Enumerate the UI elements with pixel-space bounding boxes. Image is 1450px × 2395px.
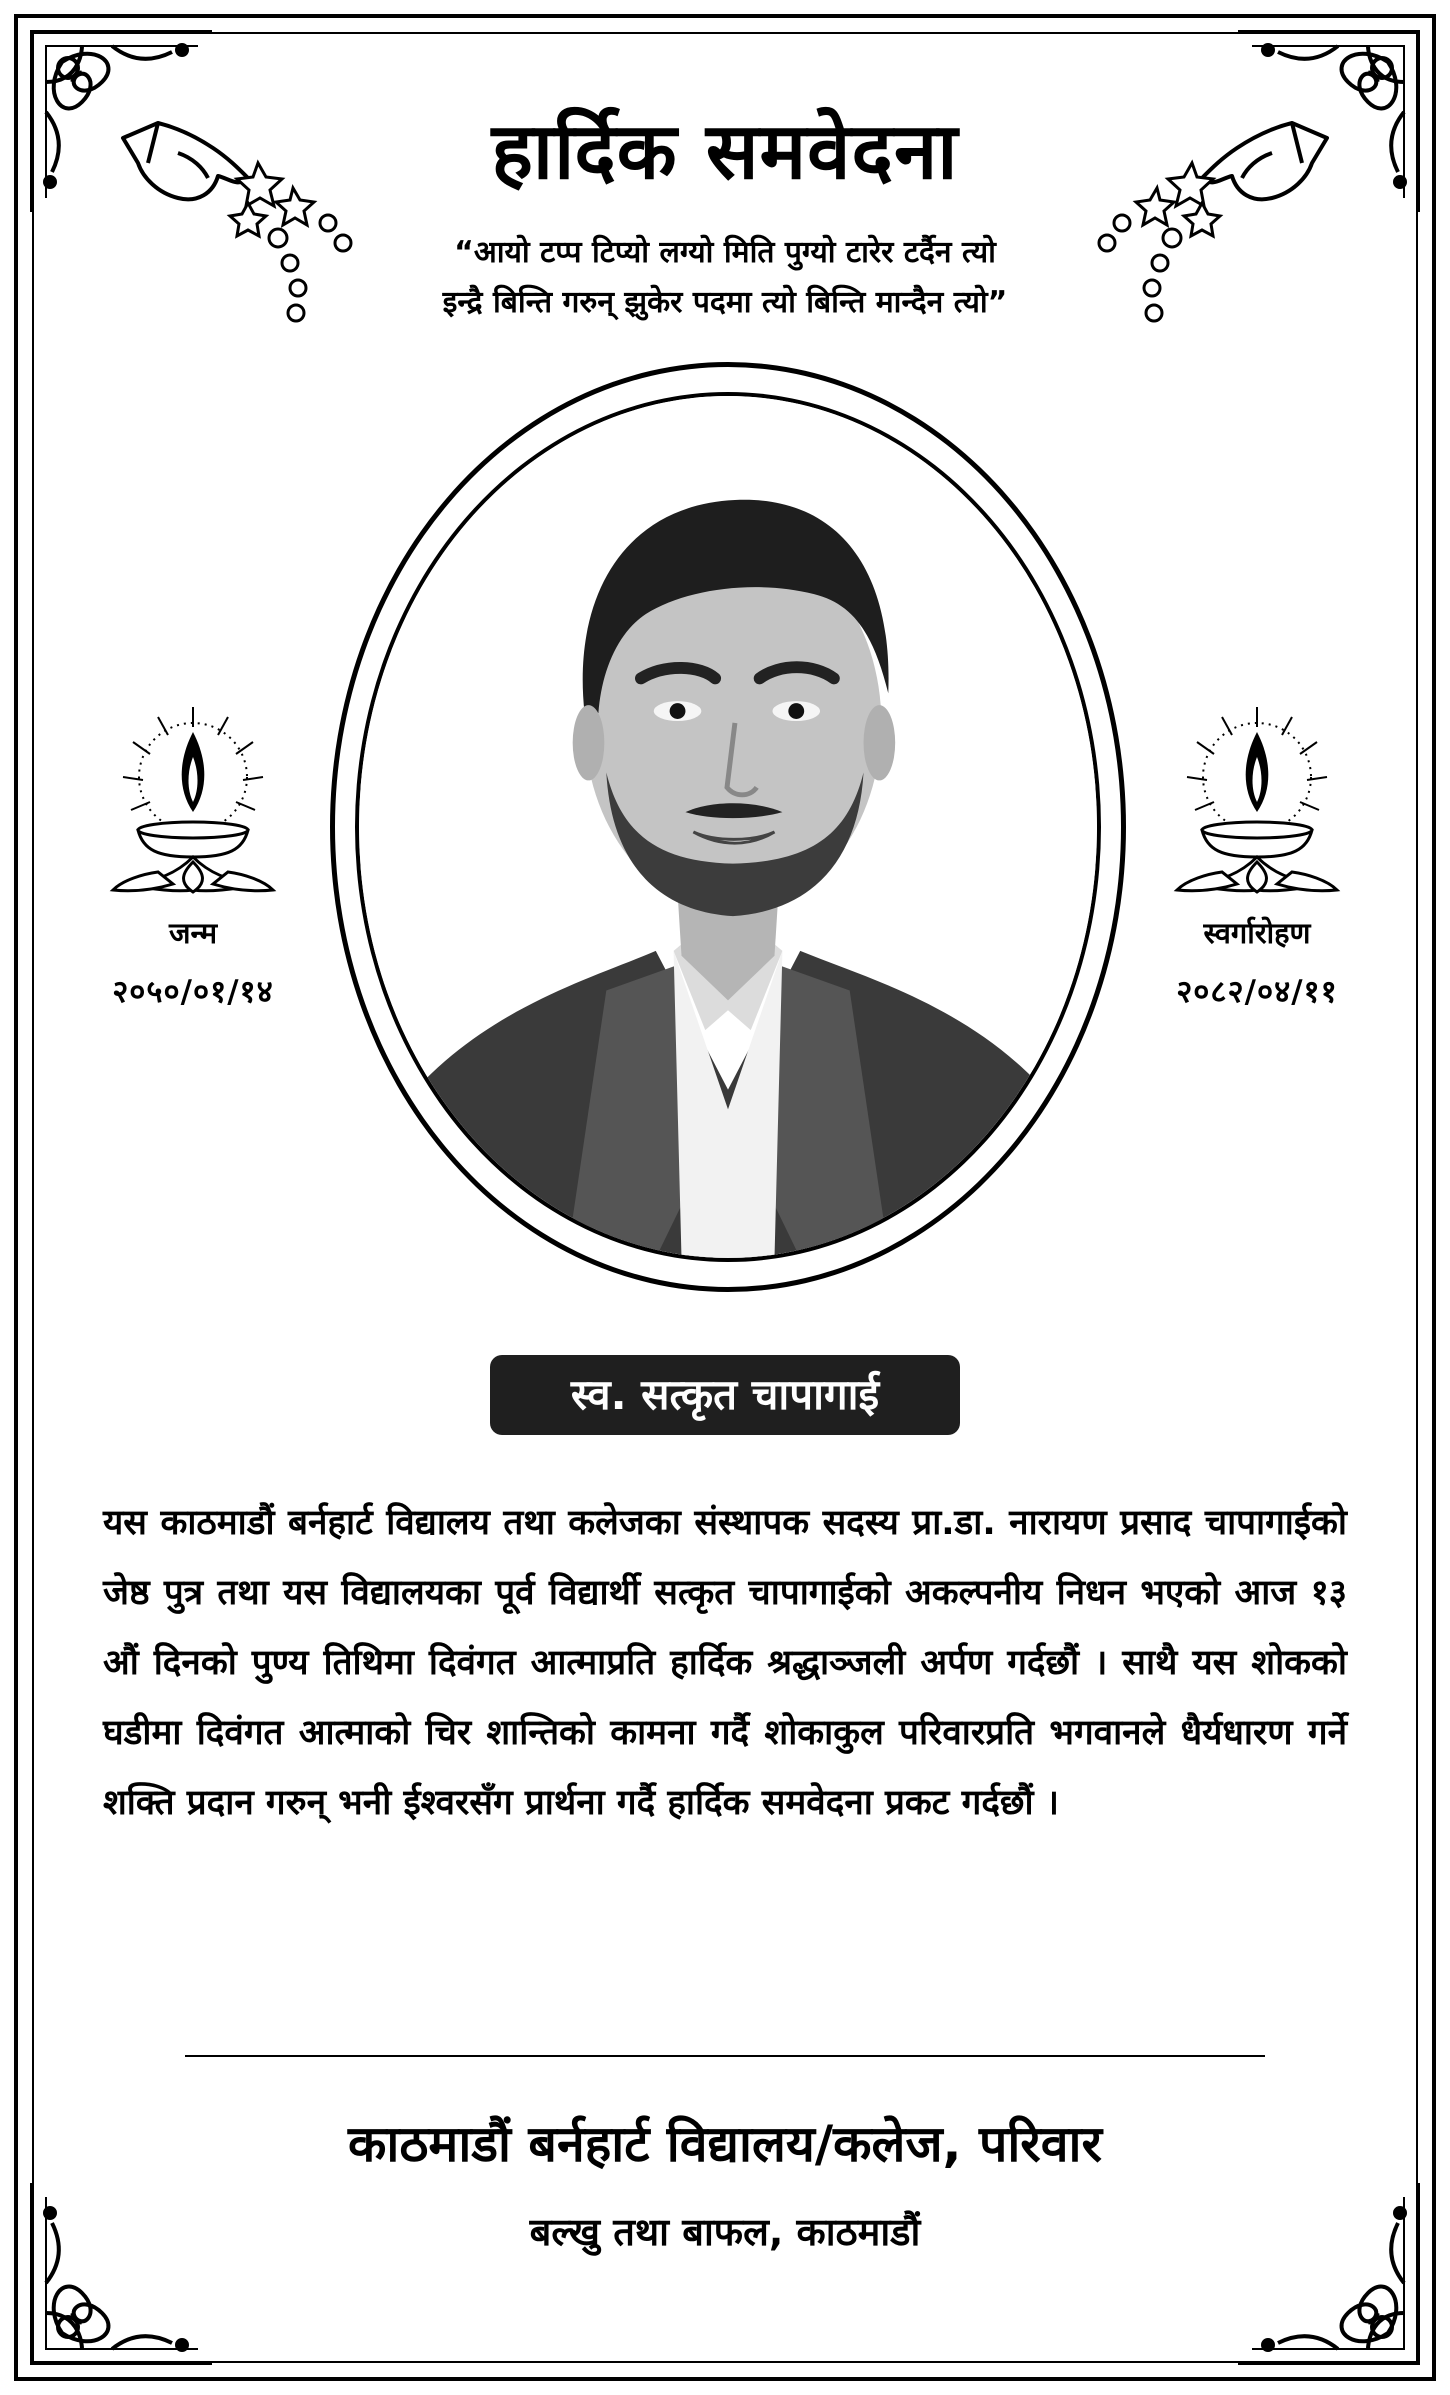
oil-lamp-diyo-icon (1162, 702, 1352, 902)
deceased-name-badge: स्व. सत्कृत चापागाई (490, 1355, 960, 1435)
divider (185, 2055, 1265, 2057)
death-date-block (1127, 913, 1387, 1012)
birth-date: २०५०/०१/१४ (112, 974, 274, 1010)
death-date: २०८२/०४/११ (1176, 974, 1338, 1010)
organization-name: काठमाडौं बर्नहार्ट विद्यालय/कलेज, परिवार (348, 2115, 1102, 2173)
ornamental-corner-icon (1228, 2173, 1428, 2373)
condolence-message: यस काठमाडौं बर्नहार्ट विद्यालय तथा कलेजका संस्थापक सदस्य प्रा.डा. नारायण प्रसाद चापागाईको जेष्ठ पुत्र तथा यस विद्यालयका पूर्व विद्यार्थी सत्कृत चापागाईको अकल्पनीय निधन भएको आज १३ औं दिनको पुण्य तिथिमा दिवंगत आत्माप्रति हार्दिक श्रद्धाञ्जली अर्पण गर्दछौं । साथै यस शोकको घडीमा दिवंगत आत्माको चिर शान्तिको कामना गर्दै शोकाकुल परिवारप्रति भगवानले धैर्यधारण गर्ने शक्ति प्रदान गरुन् भनी ईश्वरसँग प्रार्थना गर्दै हार्दिक समवेदना प्रकट गर्दछौं । (103, 1503, 1347, 1823)
verse-line-1: “आयो टप्प टिप्यो लग्यो मिति पुग्यो टारेर टर्दैन त्यो (454, 235, 996, 270)
birth-date-block (63, 913, 323, 1012)
birth-label: जन्म (168, 916, 218, 950)
page-title: हार्दिक समवेदना (491, 107, 959, 197)
oil-lamp-diyo-icon (98, 702, 288, 902)
ornamental-corner-icon (22, 2173, 222, 2373)
verse-line-2: इन्द्रै बिन्ति गरुन् झुकेर पदमा त्यो बिन्ति मान्दैन त्यो” (442, 285, 1008, 320)
death-label: स्वर्गारोहण (1203, 916, 1311, 950)
organization-address: बल्खु तथा बाफल, काठमाडौं (529, 2210, 921, 2254)
portrait-photo (355, 392, 1101, 1262)
